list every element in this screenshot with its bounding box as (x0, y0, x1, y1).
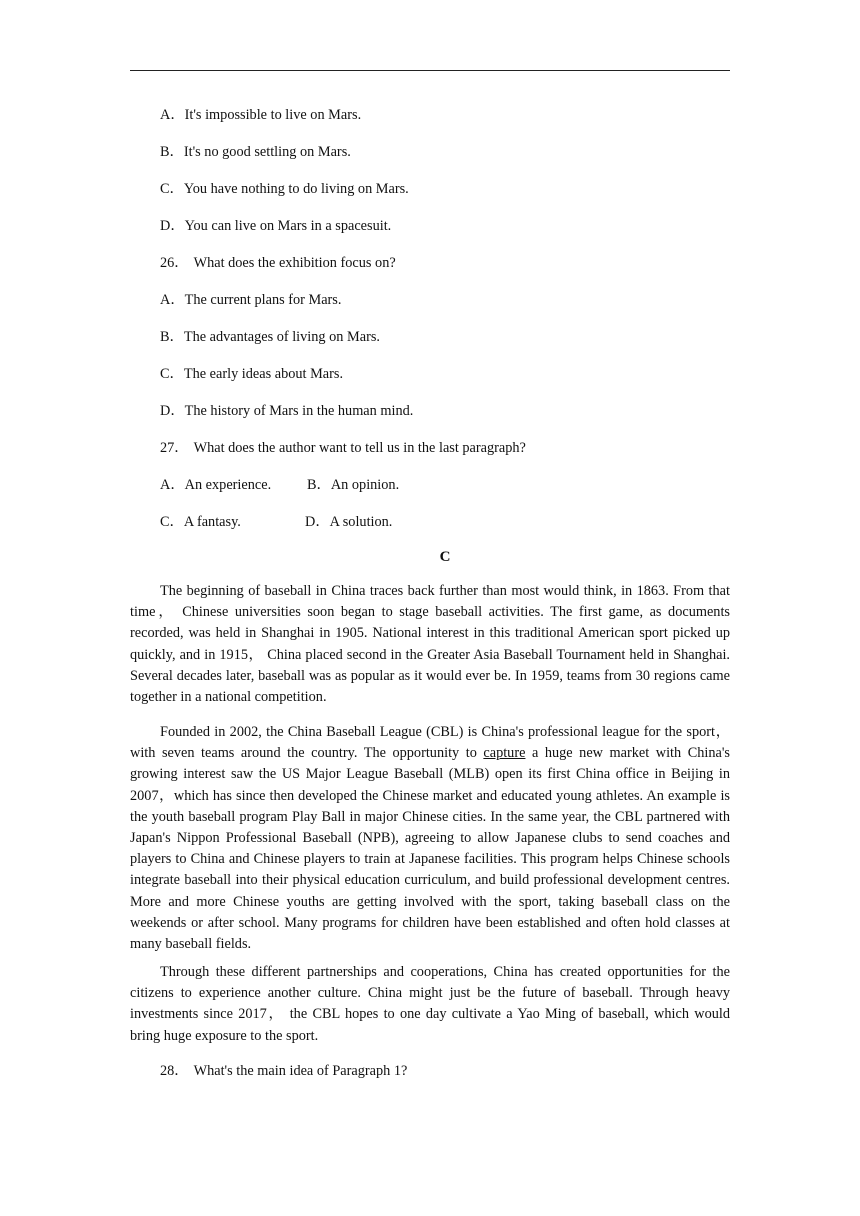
option-label: B． (160, 329, 184, 345)
passage-paragraph-3: Through these different partnerships and cooperations, China has created opportunities for the citizens to experience another culture. China might just be the future of baseball. Through heavy investments since 2017， the CBL hopes to one day cultivate a Yao Ming of baseball, which would bring huge exposure to the sport. (130, 964, 730, 1044)
option-text: The early ideas about Mars. (183, 366, 344, 382)
question-text: What does the exhibition focus on? (193, 255, 396, 271)
option-text: You can live on Mars in a spacesuit. (184, 218, 392, 234)
option-label: D． (160, 218, 185, 234)
option-label: A． (160, 107, 185, 123)
question-text: What does the author want to tell us in the last paragraph? (193, 440, 526, 456)
header-rule (130, 70, 730, 71)
passage-paragraph-1: The beginning of baseball in China traces back further than most would think, in 1863. From that time， Chinese universities soon began to stage baseball activities. The first game, as documents recorded, was held in Shanghai in 1905. National interest in this traditional American sport picked up quickly, and in 1915， China placed second in the Greater Asia Baseball Tournament held in Shanghai. Several decades later, baseball was as popular as it would ever be. In 1959, teams from 30 regions came together in a national competition. (130, 583, 730, 706)
q27-option-d (305, 513, 392, 531)
option-text: The history of Mars in the human mind. (184, 403, 414, 419)
option-text: The advantages of living on Mars. (183, 329, 380, 345)
option-text: An experience. (184, 477, 272, 493)
q27-option-b (307, 476, 399, 494)
option-label: B． (160, 144, 184, 160)
option-text: The current plans for Mars. (184, 292, 342, 308)
option-text: You have nothing to do living on Mars. (183, 181, 409, 197)
option-label: B． (307, 477, 331, 493)
paragraph-text: Founded in 2002, the China Baseball League (CBL) is China's professional league for the sport，with seven teams around the country. The opportunity to (130, 724, 730, 762)
q26-option-a (160, 291, 341, 309)
q27-options-row-1 (160, 476, 400, 494)
option-label: A． (160, 477, 185, 493)
option-text: It's no good settling on Mars. (183, 144, 351, 160)
option-text: A fantasy. (183, 514, 241, 530)
q26-option-b (160, 328, 380, 346)
paragraph-text: a huge new market with China's growing interest saw the US Major League Baseball (MLB) open its first China office in Beijing in 2007，which has since then developed the Chinese market and educated young athletes. An example is the youth baseball program Play Ball in major Chinese cities. In the same year, the CBL partnered with Japan's Nippon Professional Baseball (NPB), agreeing to allow Japanese clubs to send coaches and players to China and Chinese players to train at Japanese facilities. This program helps Chinese schools integrate baseball into their physical education curriculum, and build professional development centres. More and more Chinese youths are getting involved with the sport, taking baseball class on the weekends or after school. Many programs for children have been established and often hold classes at many baseball fields. (130, 745, 730, 953)
q25-option-d (160, 217, 391, 235)
underlined-word: capture (483, 745, 526, 762)
option-text: An opinion. (330, 477, 400, 493)
option-label: D． (305, 514, 330, 530)
question-number: 27． (160, 440, 189, 456)
q25-option-a (160, 106, 361, 124)
passage-paragraph-2 (130, 722, 730, 955)
option-text: It's impossible to live on Mars. (184, 107, 362, 123)
q28-stem (160, 1062, 407, 1080)
question-number: 28． (160, 1063, 189, 1079)
option-label: C． (160, 514, 184, 530)
option-label: C． (160, 366, 184, 382)
q27-options-row-2 (160, 513, 393, 531)
option-text: A solution. (329, 514, 393, 530)
option-label: C． (160, 181, 184, 197)
section-title: C (439, 549, 451, 565)
q26-option-c (160, 365, 343, 383)
option-label: A． (160, 292, 185, 308)
option-label: D． (160, 403, 185, 419)
q26-option-d (160, 402, 413, 420)
q25-option-b (160, 143, 351, 161)
question-text: What's the main idea of Paragraph 1? (193, 1063, 408, 1079)
q26-stem (160, 254, 396, 272)
q27-stem (160, 439, 526, 457)
question-number: 26． (160, 255, 189, 271)
q25-option-c (160, 180, 409, 198)
